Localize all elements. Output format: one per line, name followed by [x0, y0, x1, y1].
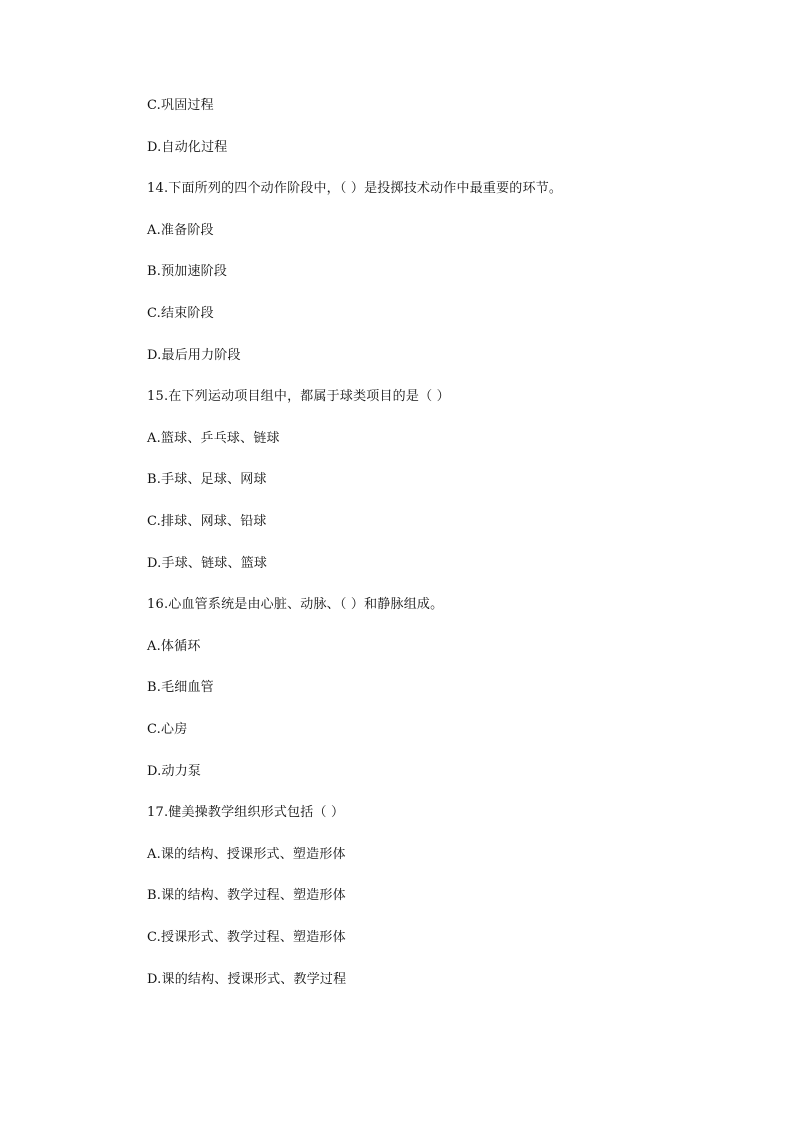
option-17b: B.课的结构、教学过程、塑造形体 — [147, 888, 346, 903]
option-13c: C.巩固过程 — [147, 98, 214, 113]
option-15d: D.手球、链球、篮球 — [147, 556, 268, 571]
option-17a: A.课的结构、授课形式、塑造形体 — [147, 847, 346, 862]
question-17: 17.健美操教学组织形式包括（ ） — [147, 805, 345, 820]
option-16d: D.动力泵 — [147, 764, 202, 779]
option-14d: D.最后用力阶段 — [147, 348, 241, 363]
option-16b: B.毛细血管 — [147, 680, 214, 695]
option-17c: C.授课形式、教学过程、塑造形体 — [147, 930, 346, 945]
option-14a: A.准备阶段 — [147, 223, 214, 238]
option-15b: B.手球、足球、网球 — [147, 472, 267, 487]
option-14b: B.预加速阶段 — [147, 264, 228, 279]
option-15c: C.排球、网球、铅球 — [147, 514, 267, 529]
question-16: 16.心血管系统是由心脏、动脉、（ ）和静脉组成。 — [147, 597, 444, 612]
option-16c: C.心房 — [147, 722, 188, 737]
option-13d: D.自动化过程 — [147, 140, 228, 155]
option-16a: A.体循环 — [147, 639, 201, 654]
question-14: 14.下面所列的四个动作阶段中，（ ）是投掷技术动作中最重要的环节。 — [147, 181, 563, 196]
question-15: 15.在下列运动项目组中，都属于球类项目的是（ ） — [147, 389, 450, 404]
option-14c: C.结束阶段 — [147, 306, 214, 321]
option-17d: D.课的结构、授课形式、教学过程 — [147, 972, 347, 987]
option-15a: A.篮球、乒乓球、链球 — [147, 431, 280, 446]
